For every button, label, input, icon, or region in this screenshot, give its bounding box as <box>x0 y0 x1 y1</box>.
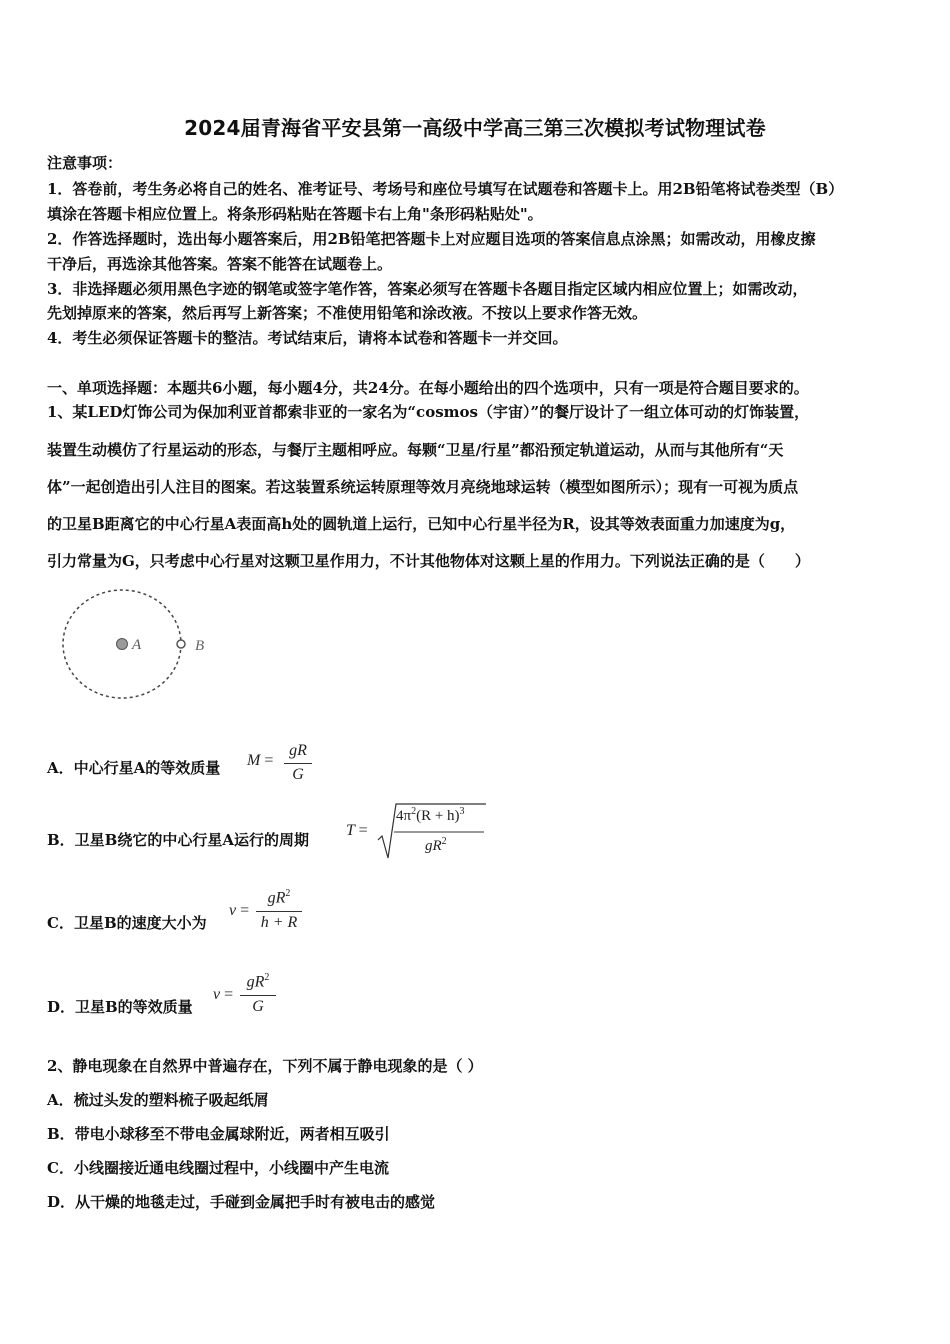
q1-option-d-lhs: v = <box>213 986 234 1003</box>
satellite-b <box>177 640 185 648</box>
question-2-stem: 2、静电现象在自然界中普遍存在，下列不属于静电现象的是（ ） <box>47 1057 483 1075</box>
q1-option-b-lhs: T = <box>346 822 368 839</box>
q2-option: C．小线圈接近通电线圈过程中，小线圈中产生电流 <box>47 1159 389 1177</box>
q1-option-d-fraction: $gR^2$ G <box>240 970 276 1020</box>
notice-line: 填涂在答题卡相应位置上。将条形码粘贴在答题卡右上角"条形码粘贴处"。 <box>47 205 543 223</box>
document-title: 2024届青海省平安县第一高级中学高三第三次模拟考试物理试卷 <box>184 116 766 140</box>
question-1-line: 体”一起创造出引人注目的图案。若这装置系统运转原理等效月亮绕地球运转（模型如图所示）；现有一可视为质点 <box>47 478 799 496</box>
notice-line: 干净后，再选涂其他答案。答案不能答在试题卷上。 <box>47 255 393 273</box>
q1-option-b: B．卫星B绕它的中心行星A运行的周期 <box>47 831 309 849</box>
q1-option-b-numerator: $4\pi^2(R + h)^3$ <box>396 806 465 824</box>
q1-option-a: A．中心行星A的等效质量 <box>47 759 221 777</box>
notice-line: 3．非选择题必须用黑色字迹的钢笔或签字笔作答，答案必须写在答题卡各题目指定区域内相应位置上；如需改动， <box>47 280 808 298</box>
question-1-line: 引力常量为G，只考虑中心行星对这颗卫星作用力，不计其他物体对这颗上星的作用力。下列说法正确的是（ ） <box>47 552 810 570</box>
q1-option-b-denominator: $gR^2$ <box>425 836 447 854</box>
question-1-line: 1、某LED灯饰公司为保加利亚首都索非亚的一家名为“cosmos（宇宙）”的餐厅设计了一组立体可动的灯饰装置， <box>47 403 810 421</box>
notice-line: 2．作答选择题时，选出每小题答案后，用2B铅笔把答题卡上对应题目选项的答案信息点涂黑；如需改动，用橡皮擦 <box>47 230 816 248</box>
planet-a <box>117 639 128 650</box>
notice-line: 1．答卷前，考生务必将自己的姓名、准考证号、考场号和座位号填写在试题卷和答题卡上。用2B铅笔将试卷类型（B） <box>47 180 844 198</box>
q2-option: D．从干燥的地毯走过，手碰到金属把手时有被电击的感觉 <box>47 1193 436 1211</box>
q1-option-c-fraction: $gR^2$ h + R <box>256 886 302 936</box>
question-1-line: 的卫星B距离它的中心行星A表面高h处的圆轨道上运行，已知中心行星半径为R，设其等效表面重力加速度为g， <box>47 515 796 533</box>
q1-option-d: D．卫星B的等效质量 <box>47 998 193 1016</box>
notice-line: 先划掉原来的答案，然后再写上新答案；不准使用铅笔和涂改液。不按以上要求作答无效。 <box>47 304 648 322</box>
q2-option: B．带电小球移至不带电金属球附近，两者相互吸引 <box>47 1125 390 1143</box>
label-a: A <box>132 637 142 653</box>
question-1-line: 装置生动模仿了行星运动的形态，与餐厅主题相呼应。每颗“卫星/行星”都沿预定轨道运动，从而与其他所有“天 <box>47 441 784 459</box>
q1-option-a-lhs: M = <box>247 752 274 769</box>
notice-heading: 注意事项： <box>47 154 123 172</box>
q1-option-c: C．卫星B的速度大小为 <box>47 914 207 932</box>
orbit-diagram <box>55 588 225 708</box>
q2-option: A．梳过头发的塑料梳子吸起纸屑 <box>47 1091 269 1109</box>
q1-option-c-lhs: v = <box>229 902 250 919</box>
q1-option-a-fraction: gR G <box>284 740 312 786</box>
notice-line: 4．考生必须保证答题卡的整洁。考试结束后，请将本试卷和答题卡一并交回。 <box>47 329 568 347</box>
label-b: B <box>195 638 205 654</box>
section-heading: 一、单项选择题：本题共6小题，每小题4分，共24分。在每小题给出的四个选项中，只有一项是符合题目要求的。 <box>47 379 809 397</box>
